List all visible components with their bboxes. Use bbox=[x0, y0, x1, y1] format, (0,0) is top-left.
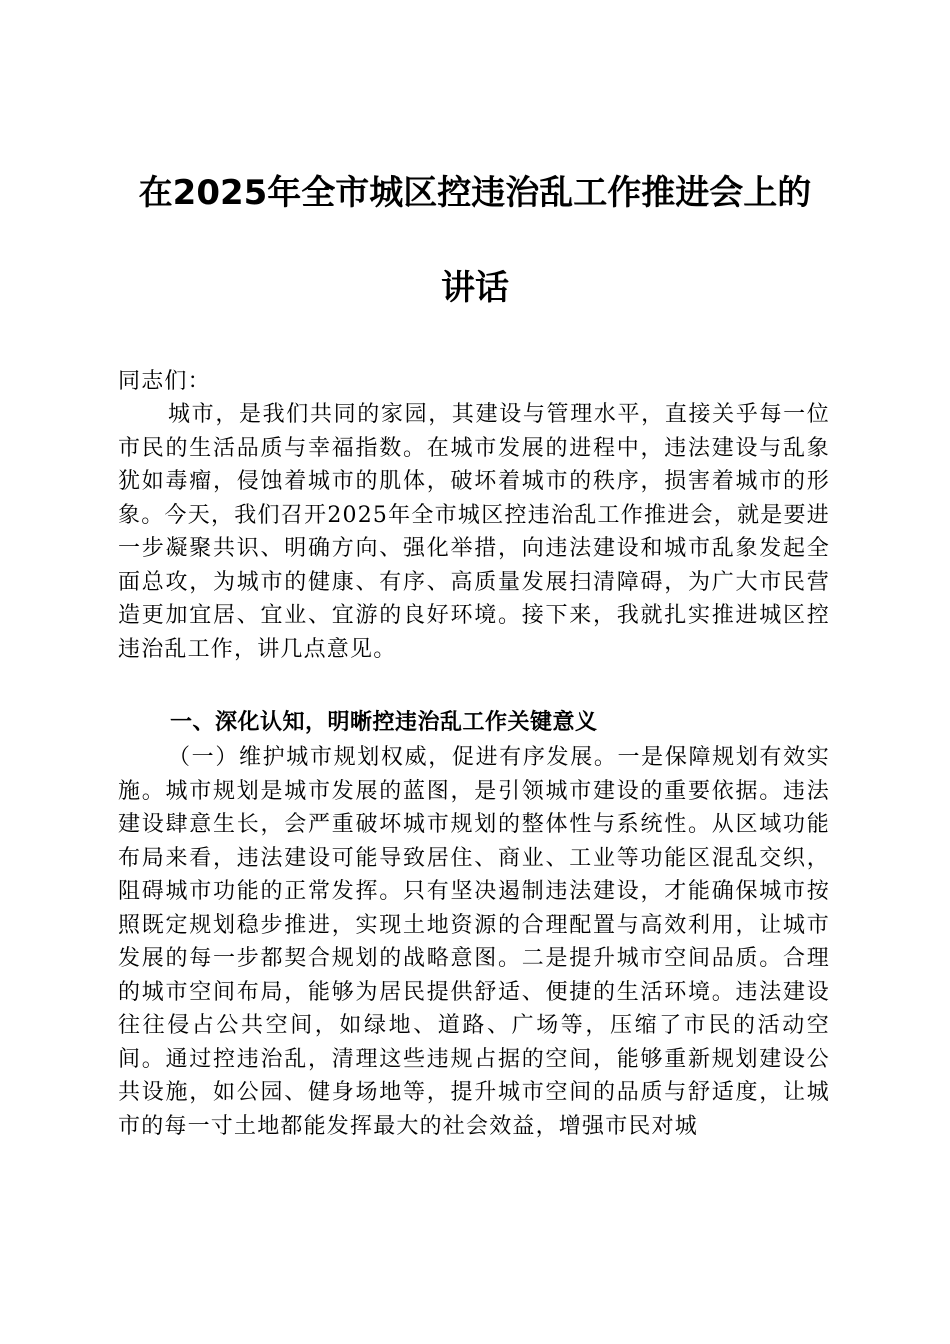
salutation: 同志们： bbox=[118, 369, 211, 394]
paragraph-section-1-1: （一）维护城市规划权威，促进有序发展。一是保障规划有效实施。城市规划是城市发展的蓝图，是引领城市建设的重要依据。违法建设肆意生长，会严重破坏城市规划的整体性与系统性。从区域功能布局来看，违法建设可能导致居住、商业、工业等功能区混乱交织，阻碍城市功能的正常发挥。只有坚决遏制违法建设，才能确保城市按照既定规划稳步推进，实现土地资源的合理配置与高效利用，让城市发展的每一步都契合规划的战略意图。二是提升城市空间品质。合理的城市空间布局，能够为居民提供舒适、便捷的生活环境。违法建设往往侵占公共空间，如绿地、道路、广场等，压缩了市民的活动空间。通过控违治乱，清理这些违规占据的空间，能够重新规划建设公共设施，如公园、健身场地等，提升城市空间的品质与舒适度，让城市的每一寸土地都能发挥最大的社会效益，增强市民对城 bbox=[118, 745, 830, 1139]
document-title-line-2: 讲话 bbox=[441, 268, 509, 308]
paragraph-intro: 城市，是我们共同的家园，其建设与管理水平，直接关乎每一位市民的生活品质与幸福指数。在城市发展的进程中，违法建设与乱象犹如毒瘤，侵蚀着城市的肌体，破坏着城市的秩序，损害着城市的形象。今天，我们召开2025年全市城区控违治乱工作推进会，就是要进一步凝聚共识、明确方向、强化举措，向违法建设和城市乱象发起全面总攻，为城市的健康、有序、高质量发展扫清障碍，为广大市民营造更加宜居、宜业、宜游的良好环境。接下来，我就扎实推进城区控违治乱工作，讲几点意见。 bbox=[118, 402, 830, 662]
document-title-line-1: 在2025年全市城区控违治乱工作推进会上的 bbox=[138, 173, 812, 213]
section-heading-1: 一、深化认知，明晰控违治乱工作关键意义 bbox=[170, 710, 598, 735]
